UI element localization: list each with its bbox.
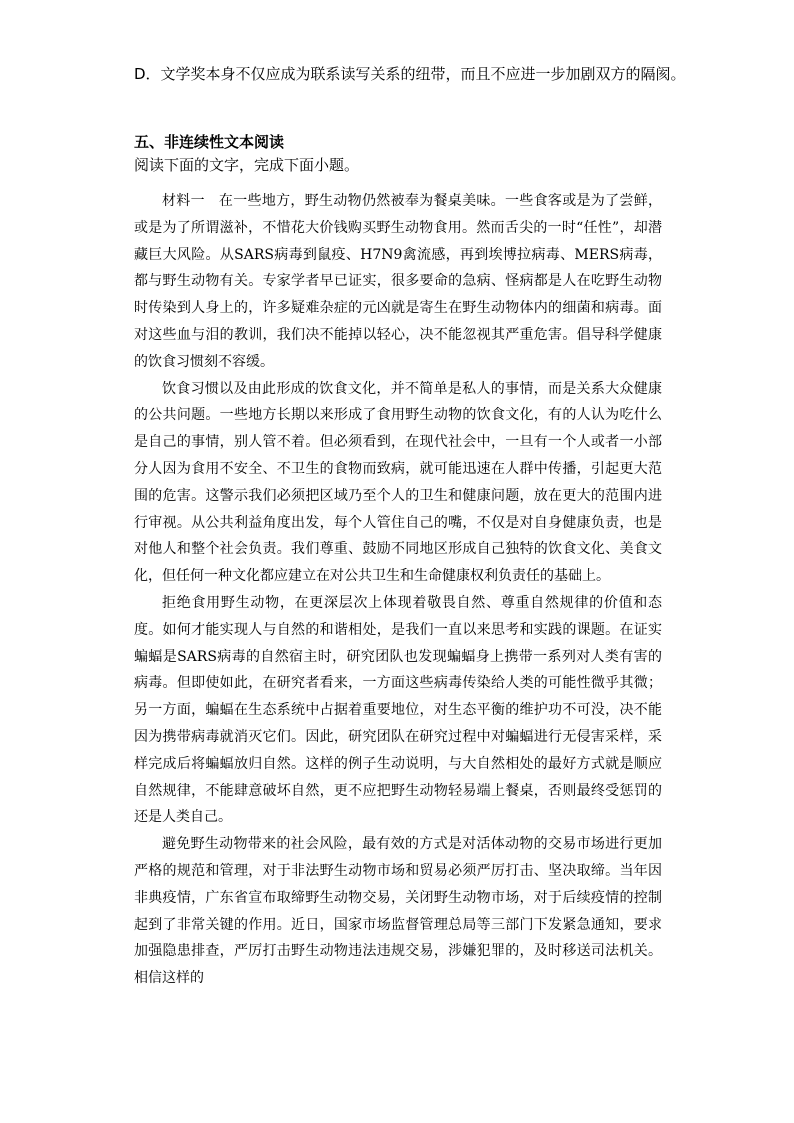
paragraph-4: 避免野生动物带来的社会风险，最有效的方式是对活体动物的交易市场进行更加严格的规范和管理，对于非法野生动物市场和贸易必须严厉打击、坚决取缔。当年因非典疫情，广东省宣布取缔野生动物交易，关闭野生动物市场，对于后续疫情的控制起到了非常关键的作用。近日，国家市场监督管理总局等三部门下发紧急通知，要求加强隐患排查，严厉打击野生动物违法违规交易，涉嫌犯罪的，及时移送司法机关。相信这样的 xyxy=(134,836,662,987)
paragraph-1-text: 在一些地方，野生动物仍然被奉为餐桌美味。一些食客或是为了尝鲜，或是为了所谓滋补，不惜花大价钱购买野生动物食用。然而舌尖的一时“任性”，却潜藏巨大风险。从SARS病毒到鼠疫、H7N9禽流感，再到埃博拉病毒、MERS病毒，都与野生动物有关。专家学者早已证实，很多要命的急病、怪病都是人在吃野生动物时传染到人身上的，许多疑难杂症的元凶就是寄生在野生动物体内的细菌和病毒。面对这些血与泪的教训，我们决不能掉以轻心，决不能忽视其严重危害。倡导科学健康的饮食习惯刻不容缓。 xyxy=(134,193,663,370)
paragraph-1 xyxy=(134,188,662,376)
section-title: 五、非连续性文本阅读 xyxy=(134,133,285,151)
option-d: D．文学奖本身不仅应成为联系读写关系的纽带，而且不应进一步加剧双方的隔阂。 xyxy=(134,65,686,83)
paragraph-2: 饮食习惯以及由此形成的饮食文化，并不简单是私人的事情，而是关系大众健康的公共问题。一些地方长期以来形成了食用野生动物的饮食文化，有的人认为吃什么是自己的事情，别人管不着。但必须看到，在现代社会中，一旦有一个人或者一小部分人因为食用不安全、不卫生的食物而致病，就可能迅速在人群中传播，引起更大范围的危害。这警示我们必须把区域乃至个人的卫生和健康问题，放在更大的范围内进行审视。从公共利益角度出发，每个人管住自己的嘴，不仅是对自身健康负责，也是对他人和整个社会负责。我们尊重、鼓励不同地区形成自己独特的饮食文化、美食文化，但任何一种文化都应建立在对公共卫生和生命健康权利负责任的基础上。 xyxy=(134,380,662,585)
material-label: 材料一 xyxy=(162,193,205,209)
paragraph-3: 拒绝食用野生动物，在更深层次上体现着敬畏自然、尊重自然规律的价值和态度。如何才能实现人与自然的和谐相处，是我们一直以来思考和实践的课题。在证实蝙蝠是SARS病毒的自然宿主时，研究团队也发现蝙蝠身上携带一系列对人类有害的病毒。但即使如此，在研究者看来，一方面这些病毒传染给人类的可能性微乎其微；另一方面，蝙蝠在生态系统中占据着重要地位，对生态平衡的维护功不可没，决不能因为携带病毒就消灭它们。因此，研究团队在研究过程中对蝙蝠进行无侵害采样，采样完成后将蝙蝠放归自然。这样的例子生动说明，与大自然相处的最好方式就是顺应自然规律，不能肆意破坏自然，更不应把野生动物轻易端上餐桌，否则最终受惩罚的还是人类自己。 xyxy=(134,594,662,826)
material-one xyxy=(134,188,662,992)
reading-instruction: 阅读下面的文字，完成下面小题。 xyxy=(134,156,360,174)
